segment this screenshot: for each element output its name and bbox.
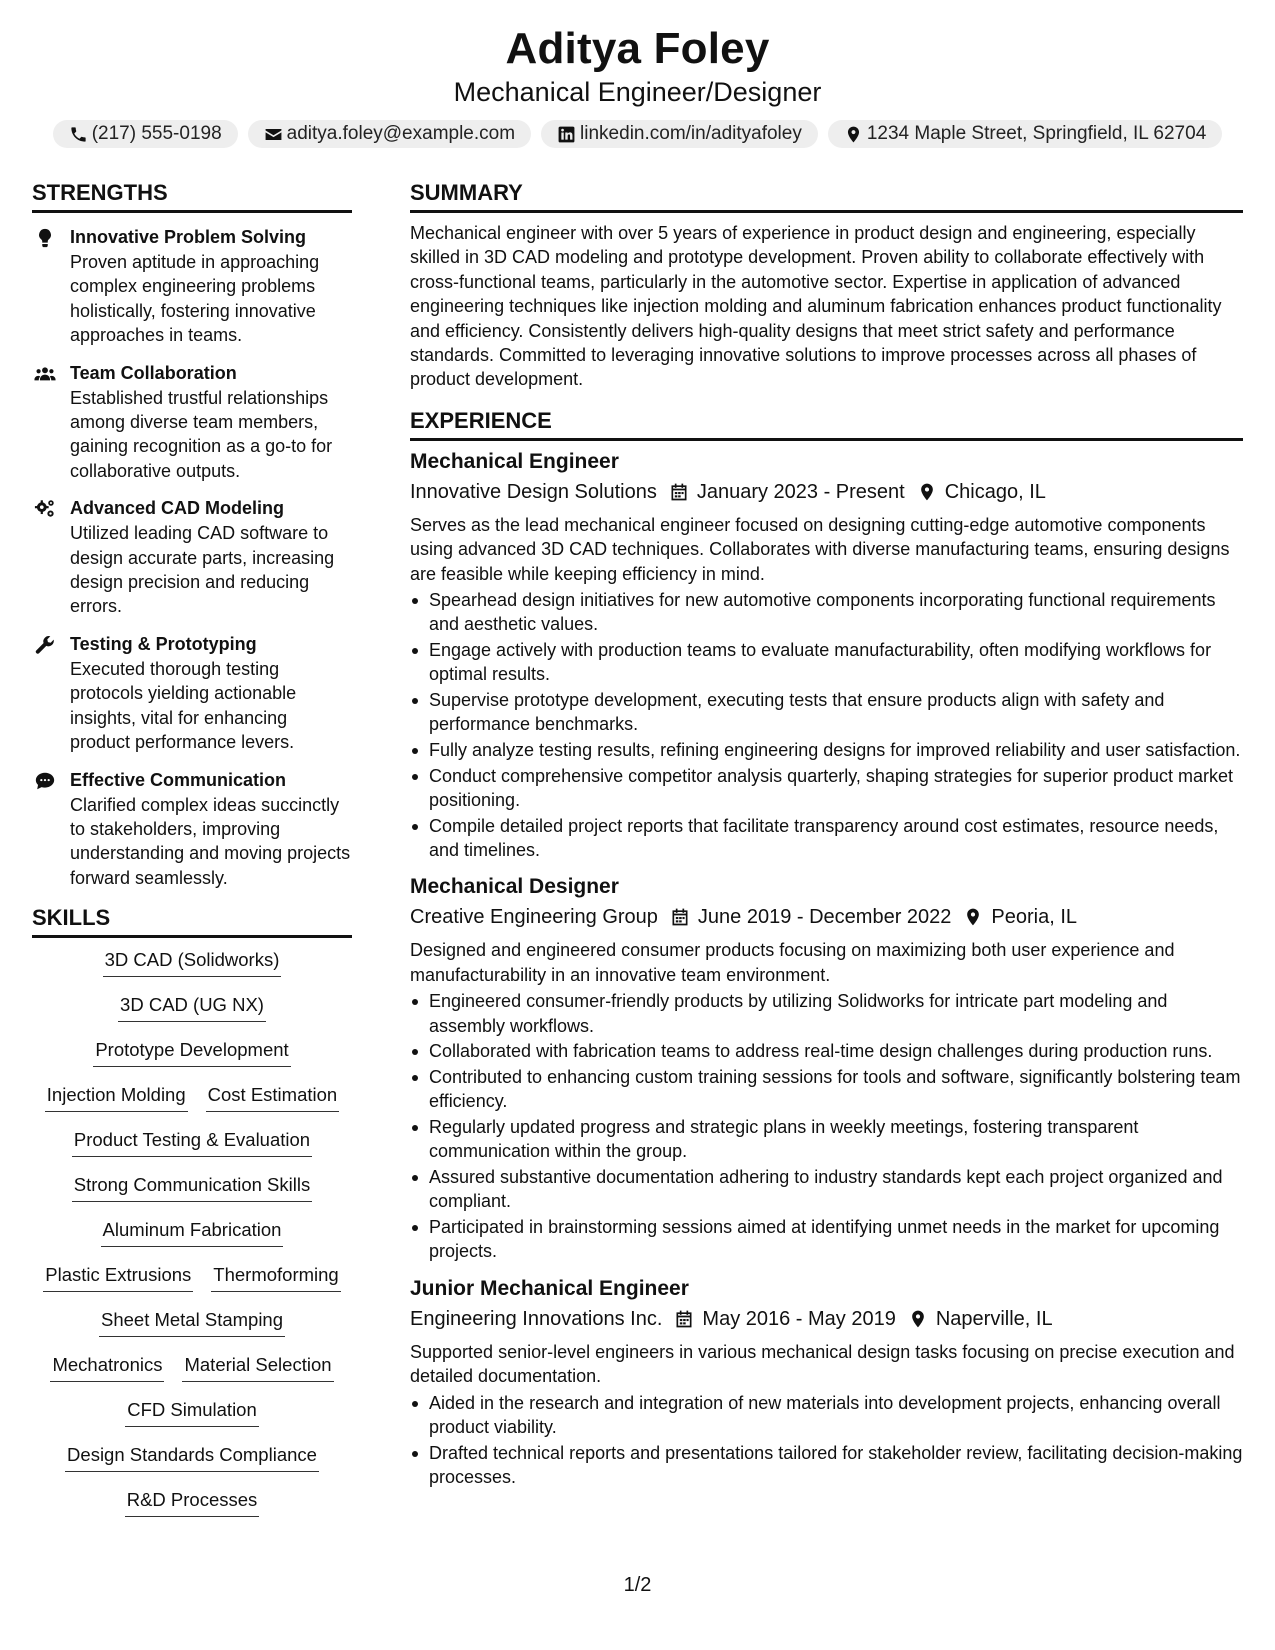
linkedin-icon <box>557 125 576 144</box>
left-column <box>32 178 352 1533</box>
bullet-item: Compile detailed project reports that facilitate transparency around cost estimates, resource needs, and timelines. <box>410 814 1243 863</box>
skills-row <box>32 1443 352 1488</box>
skills-row <box>32 1173 352 1218</box>
address-text: 1234 Maple Street, Springfield, IL 62704 <box>866 123 1207 144</box>
resume-header <box>0 22 1275 148</box>
strength-item <box>32 361 352 484</box>
skill-tag: 3D CAD (UG NX) <box>118 993 266 1022</box>
bullet-item: Drafted technical reports and presentations tailored for stakeholder review, facilitating decision-making processes. <box>410 1441 1243 1490</box>
job-entry <box>410 872 1243 1263</box>
phone-icon <box>69 125 88 144</box>
skill-tag: Thermoforming <box>211 1263 340 1292</box>
skills-row <box>32 1398 352 1443</box>
job-entry <box>410 1274 1243 1490</box>
lightbulb-icon <box>34 227 56 249</box>
comment-icon <box>34 770 56 792</box>
job-location: Chicago, IL <box>944 480 1046 503</box>
job-meta <box>410 477 1243 507</box>
wrench-icon <box>34 634 56 656</box>
skills-row <box>32 1083 352 1128</box>
bullet-item: Participated in brainstorming sessions aimed at identifying unmet needs in the market for upcoming projects. <box>410 1215 1243 1264</box>
job-description: Serves as the lead mechanical engineer focused on designing cutting-edge automotive components using advanced 3D CAD techniques. Collaborates with diverse manufacturing teams, ensuring designs are feasible while keeping efficiency in mind. <box>410 514 1230 584</box>
skill-tag: Design Standards Compliance <box>65 1443 319 1472</box>
skill-tag: Aluminum Fabrication <box>101 1218 284 1247</box>
gears-icon <box>34 498 56 520</box>
strength-title: Effective Communication <box>70 769 287 790</box>
bullet-item: Aided in the research and integration of new materials into development projects, enhancing overall product viability. <box>410 1391 1243 1440</box>
job-title: Mechanical Designer <box>410 875 619 899</box>
job-dates: May 2016 - May 2019 <box>702 1307 896 1330</box>
job-bullets <box>410 989 1243 1263</box>
skill-tag: Product Testing & Evaluation <box>72 1128 312 1157</box>
bullet-item: Regularly updated progress and strategic plans in weekly meetings, fostering transparent communication within the group. <box>410 1115 1243 1164</box>
email-text: aditya.foley@example.com <box>286 123 516 144</box>
contact-phone[interactable] <box>53 120 238 148</box>
job-location: Naperville, IL <box>935 1307 1053 1330</box>
job-description: Designed and engineered consumer products focusing on maximizing both user experience and manufacturability in an innovative team environment. <box>410 940 1175 985</box>
skill-tag: Cost Estimation <box>206 1083 340 1112</box>
bullet-item: Conduct comprehensive competitor analysis quarterly, shaping strategies for superior product market positioning. <box>410 764 1243 813</box>
skill-tag: CFD Simulation <box>125 1398 259 1427</box>
skills-row <box>32 1308 352 1353</box>
strength-desc: Utilized leading CAD software to design accurate parts, increasing design precision and reducing errors. <box>70 523 335 617</box>
skills-row <box>32 1353 352 1398</box>
bullet-item: Collaborated with fabrication teams to address real-time design challenges during production runs. <box>410 1039 1243 1063</box>
job-description: Supported senior-level engineers in various mechanical design tasks focusing on precise execution and detailed documentation. <box>410 1341 1235 1387</box>
contact-address[interactable] <box>828 120 1222 148</box>
summary-heading: SUMMARY <box>410 178 1243 213</box>
bullet-item: Assured substantive documentation adhering to industry standards kept each project organized and compliant. <box>410 1165 1243 1214</box>
bullet-item: Fully analyze testing results, refining engineering designs for improved reliability and user satisfaction. <box>410 738 1243 762</box>
skill-tag: 3D CAD (Solidworks) <box>103 948 282 977</box>
skills-row <box>32 1128 352 1173</box>
skill-tag: Sheet Metal Stamping <box>99 1308 285 1337</box>
strength-desc: Clarified complex ideas succinctly to stakeholders, improving understanding and moving projects forward seamlessly. <box>70 794 351 888</box>
job-bullets <box>410 588 1243 862</box>
experience-heading: EXPERIENCE <box>410 406 1243 441</box>
map-pin-icon <box>908 1309 928 1329</box>
strength-title: Advanced CAD Modeling <box>70 498 285 519</box>
skills-row <box>32 993 352 1038</box>
skill-tag: R&D Processes <box>125 1488 260 1517</box>
bullet-item: Supervise prototype development, executing tests that ensure products align with safety and performance benchmarks. <box>410 688 1243 737</box>
candidate-name: Aditya Foley <box>505 24 770 73</box>
skill-tag: Material Selection <box>182 1353 333 1382</box>
strength-item <box>32 225 352 348</box>
job-entry <box>410 447 1243 863</box>
strength-desc: Executed thorough testing protocols yielding actionable insights, vital for enhancing product performance levers. <box>70 658 297 753</box>
skill-tag: Strong Communication Skills <box>72 1173 312 1202</box>
job-company: Creative Engineering Group <box>410 906 658 929</box>
job-company: Engineering Innovations Inc. <box>410 1307 663 1330</box>
page-number: 1/2 <box>623 1574 652 1596</box>
calendar-icon <box>670 907 690 927</box>
bullet-item: Engage actively with production teams to evaluate manufacturability, often modifying workflows for optimal results. <box>410 638 1243 687</box>
strength-desc: Established trustful relationships among diverse team members, gaining recognition as a go-to for collaborative outputs. <box>70 387 333 481</box>
contact-linkedin[interactable] <box>541 120 818 148</box>
bullet-item: Engineered consumer-friendly products by utilizing Solidworks for intricate part modeling and assembly workflows. <box>410 989 1243 1038</box>
job-bullets <box>410 1391 1243 1490</box>
phone-text: (217) 555-0198 <box>91 123 222 144</box>
users-icon <box>34 363 56 385</box>
job-title: Junior Mechanical Engineer <box>410 1276 689 1300</box>
bullet-item: Contributed to enhancing custom training sessions for tools and software, significantly bolstering team efficiency. <box>410 1065 1243 1114</box>
job-meta <box>410 902 1243 932</box>
calendar-icon <box>674 1309 694 1329</box>
envelope-icon <box>264 125 283 144</box>
job-dates: January 2023 - Present <box>696 480 905 503</box>
right-column <box>410 178 1243 1491</box>
job-location: Peoria, IL <box>991 906 1078 929</box>
bullet-item: Spearhead design initiatives for new automotive components incorporating functional requirements and aesthetic values. <box>410 588 1243 637</box>
skill-tag: Mechatronics <box>50 1353 164 1382</box>
skills-list <box>32 948 352 1533</box>
job-meta <box>410 1304 1243 1334</box>
skill-tag: Plastic Extrusions <box>43 1263 193 1292</box>
calendar-icon <box>669 482 689 502</box>
linkedin-text: linkedin.com/in/adityafoley <box>580 123 802 144</box>
map-pin-icon <box>963 907 983 927</box>
strength-desc: Proven aptitude in approaching complex engineering problems holistically, fostering innovative approaches in teams. <box>70 252 320 346</box>
skills-row <box>32 1263 352 1308</box>
map-pin-icon <box>844 125 863 144</box>
job-dates: June 2019 - December 2022 <box>697 906 952 929</box>
strengths-heading: STRENGTHS <box>32 178 352 213</box>
skills-heading: SKILLS <box>32 903 352 938</box>
summary-text: Mechanical engineer with over 5 years of experience in product design and engineering, especially skilled in 3D CAD modeling and prototype development. Proven ability to collaborate effectively with cross-functional teams, particularly in the automotive sector. Expertise in application of advanced engineering techniques like injection molding and aluminum fabrication enhances product functionality and efficiency. Consistently delivers high-quality designs that meet strict safety and performance standards. Committed to leveraging innovative solutions to improve processes across all phases of product development. <box>410 223 1222 390</box>
strength-item <box>32 768 352 891</box>
strength-title: Team Collaboration <box>70 362 237 383</box>
job-company: Innovative Design Solutions <box>410 480 657 503</box>
skills-row <box>32 1038 352 1083</box>
skill-tag: Injection Molding <box>45 1083 188 1112</box>
skills-row <box>32 1488 352 1533</box>
strength-item <box>32 632 352 755</box>
candidate-title: Mechanical Engineer/Designer <box>453 77 822 107</box>
strength-item <box>32 496 352 619</box>
skill-tag: Prototype Development <box>93 1038 290 1067</box>
job-title: Mechanical Engineer <box>410 449 619 473</box>
contact-bar <box>0 120 1275 148</box>
map-pin-icon <box>917 482 937 502</box>
strength-title: Innovative Problem Solving <box>70 227 307 247</box>
strengths-list <box>32 225 352 890</box>
strength-title: Testing & Prototyping <box>70 633 257 654</box>
skills-row <box>32 1218 352 1263</box>
contact-email[interactable] <box>248 120 531 148</box>
skills-row <box>32 948 352 993</box>
